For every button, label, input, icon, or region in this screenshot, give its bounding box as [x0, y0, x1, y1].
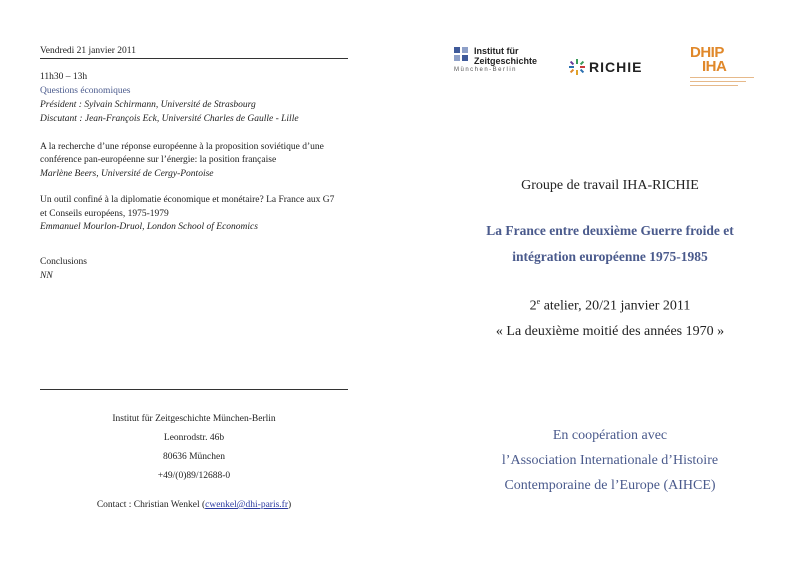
richie-logo — [568, 58, 653, 78]
bottom-rule — [40, 389, 348, 390]
richie-star-icon — [568, 58, 586, 76]
contact-label: Contact : Christian Wenkel ( — [96, 500, 206, 510]
cooperation-block — [440, 423, 780, 498]
talk-1-title-line1: A la recherche d’une réponse européenne à la proposition soviétique d’une — [40, 142, 324, 152]
session-time: 11h30 – 13h — [40, 72, 88, 82]
richie-wordmark: RICHIE — [589, 59, 643, 75]
cooperation-line3: Contemporaine de l’Europe (AIHCE) — [504, 478, 716, 493]
contact-person — [40, 496, 348, 515]
conference-title-line1: La France entre deuxième Guerre froide et — [486, 223, 734, 238]
dhip-iha-logo — [690, 44, 758, 98]
working-group: Groupe de travail IHA-RICHIE — [521, 178, 699, 193]
session-date: Vendredi 21 janvier 2011 — [40, 46, 136, 56]
contact-institute: Institut für Zeitgeschichte München-Berlin — [112, 414, 276, 424]
talk-2-title-line1: Un outil confiné à la diplomatie économique et monétaire? La France aux G7 — [40, 195, 335, 205]
session-president: Président : Sylvain Schirmann, Université de Strasbourg — [40, 100, 256, 110]
top-rule — [40, 58, 348, 59]
ifz-logo — [454, 46, 554, 78]
contact-close-paren: ) — [288, 500, 292, 510]
talk-2-title-line2: et Conseils européens, 1975-1979 — [40, 209, 169, 219]
session-discutant: Discutant : Jean-François Eck, Université Charles de Gaulle - Lille — [40, 114, 299, 124]
contact-phone: +49/(0)89/12688-0 — [157, 471, 231, 481]
dhip-wordmark: DHIP — [690, 44, 724, 61]
ifz-logo-line3: München-Berlin — [454, 67, 518, 73]
atelier-subtitle: « La deuxième moitié des années 1970 » — [495, 324, 725, 339]
contact-block — [40, 410, 348, 515]
contact-street: Leonrodstr. 46b — [163, 433, 225, 443]
contact-city: 80636 München — [162, 452, 225, 462]
cooperation-line1: En coopération avec — [552, 428, 668, 443]
conference-title-line2: intégration européenne 1975-1985 — [512, 249, 708, 264]
conclusions-label: Conclusions — [40, 257, 87, 267]
contact-email-link[interactable]: cwenkel@dhi-paris.fr — [205, 500, 288, 510]
conclusions-speaker: NN — [40, 271, 53, 281]
atelier-line: 2e atelier, 20/21 janvier 2011 — [529, 297, 691, 314]
talk-1-title-line2: conférence pan-européenne sur l’énergie: la position française — [40, 155, 277, 165]
talk-2-speaker: Emmanuel Mourlon-Druol, London School of Economics — [40, 222, 258, 232]
cooperation-line2: l’Association Internationale d’Histoire — [501, 453, 719, 468]
iha-wordmark: IHA — [702, 58, 727, 75]
talk-1-speaker: Marlène Beers, Université de Cergy-Pontoise — [40, 169, 214, 179]
ifz-logo-line2: Zeitgeschichte — [474, 56, 538, 66]
ifz-logo-line1: Institut für — [474, 46, 519, 56]
dhip-fine-print — [690, 77, 754, 86]
conference-title — [440, 218, 780, 270]
session-title: Questions économiques — [40, 86, 131, 96]
